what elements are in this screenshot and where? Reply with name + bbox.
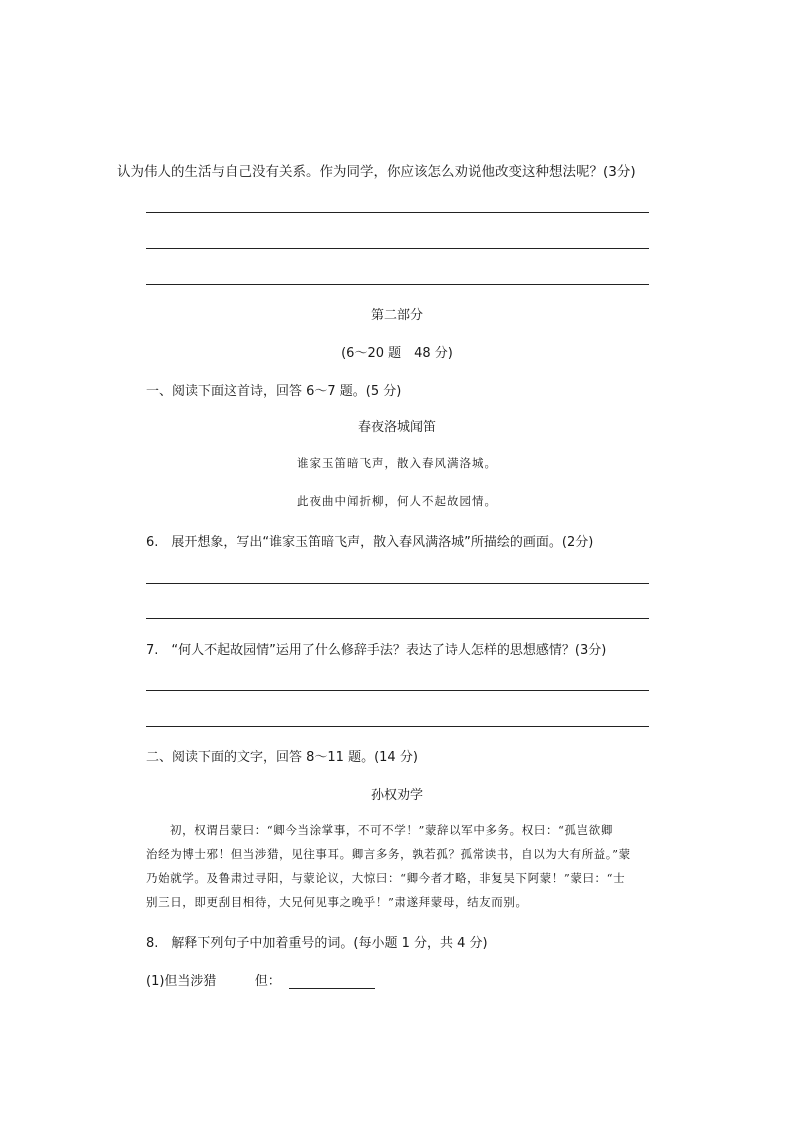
answer-line[interactable] — [146, 212, 649, 213]
poem-line-2: 此夜曲中闻折柳，何人不起故园情。 — [297, 494, 497, 508]
answer-line[interactable] — [146, 618, 649, 619]
section-2-instruction: 二、阅读下面的文字，回答 8～11 题。(14 分) — [146, 750, 418, 765]
part-title: 第二部分 — [370, 308, 423, 323]
poem-line-1: 谁家玉笛暗飞声，散入春风满洛城。 — [297, 456, 497, 470]
question-8-1-phrase: (1)但当涉猎 — [146, 974, 217, 989]
passage-line-3: 乃始就学。及鲁肃过寻阳，与蒙论议，大惊曰：“卿今者才略，非复吴下阿蒙！”蒙曰：“士 — [146, 871, 626, 885]
answer-line[interactable] — [146, 726, 649, 727]
poem-title: 春夜洛城闻笛 — [357, 420, 436, 435]
question-6: 6. 展开想象，写出“谁家玉笛暗飞声，散入春风满洛城”所描绘的画面。(2分) — [146, 535, 594, 550]
answer-line[interactable] — [146, 690, 649, 691]
question-8-1-word: 但： — [254, 974, 281, 989]
question-8-1 — [146, 970, 375, 989]
answer-line[interactable] — [146, 248, 649, 249]
part-subtitle: (6～20 题 48 分) — [341, 346, 453, 361]
passage-line-4: 别三日，即更刮目相待，大兄何见事之晚乎！”肃遂拜蒙母，结友而别。 — [146, 895, 528, 909]
answer-line[interactable] — [146, 583, 649, 584]
passage-title: 孙权劝学 — [370, 788, 423, 803]
question-7: 7. “何人不起故园情”运用了什么修辞手法？表达了诗人怎样的思想感情？(3分) — [146, 643, 607, 658]
answer-line[interactable] — [146, 284, 649, 285]
section-1-instruction: 一、阅读下面这首诗，回答 6～7 题。(5 分) — [146, 384, 402, 399]
answer-blank[interactable] — [289, 974, 375, 989]
question-8: 8. 解释下列句子中加着重号的词。(每小题 1 分，共 4 分) — [146, 936, 488, 951]
question-5-text: 认为伟人的生活与自己没有关系。作为同学，你应该怎么劝说他改变这种想法呢？(3分) — [117, 164, 636, 180]
passage-line-2: 治经为博士邪！但当涉猎，见往事耳。卿言多务，孰若孤？孤常读书，自以为大有所益。”蒙 — [146, 847, 631, 861]
passage-line-1: 初，权谓吕蒙曰：“卿今当涂掌事，不可不学！”蒙辞以军中多务。权曰：“孤岂欲卿 — [170, 823, 613, 837]
